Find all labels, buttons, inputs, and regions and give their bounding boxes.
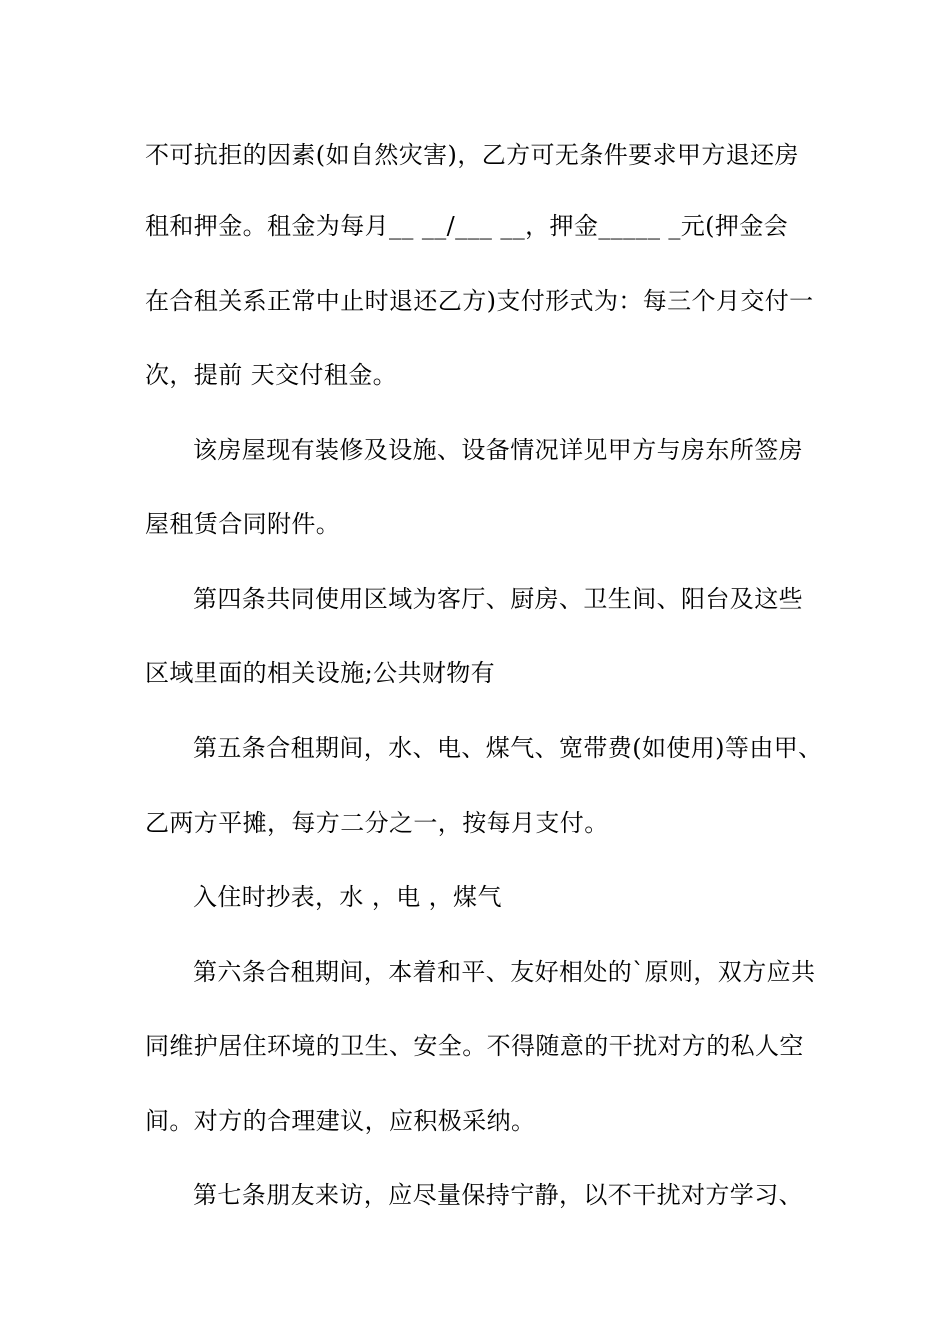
text-line-6: 屋租赁合同附件。 [145, 510, 341, 538]
text-line-1: 不可抗拒的因素(如自然灾害)，乙方可无条件要求甲方退还房 [145, 141, 799, 169]
text-line-9: 第五条合租期间，水、电、煤气、宽带费(如使用)等由甲、 [193, 734, 823, 762]
text-line-10: 乙两方平摊，每方二分之一，按每月支付。 [145, 809, 609, 837]
text-line-13: 同维护居住环境的卫生、安全。不得随意的干扰对方的私人空 [145, 1032, 804, 1060]
text-line-14: 间。对方的合理建议，应积极采纳。 [145, 1107, 536, 1135]
text-line-11: 入住时抄表，水 ，电 ，煤气 [193, 883, 502, 911]
text-line-4: 次，提前 天交付租金。 [145, 361, 398, 389]
text-line-7: 第四条共同使用区域为客厅、厨房、卫生间、阳台及这些 [193, 585, 803, 613]
text-line-5: 该房屋现有装修及设施、设备情况详见甲方与房东所签房 [193, 436, 803, 464]
text-line-12: 第六条合租期间，本着和平、友好相处的`原则，双方应共 [193, 958, 816, 986]
text-line-15: 第七条朋友来访，应尽量保持宁静，以不干扰对方学习、 [193, 1181, 803, 1209]
text-line-2: 租和押金。租金为每月__ __/___ __，押金_____ _元(押金会 [145, 212, 789, 240]
text-line-3: 在合租关系正常中止时退还乙方)支付形式为：每三个月交付一 [145, 287, 814, 315]
text-line-8: 区域里面的相关设施;公共财物有 [145, 659, 496, 687]
